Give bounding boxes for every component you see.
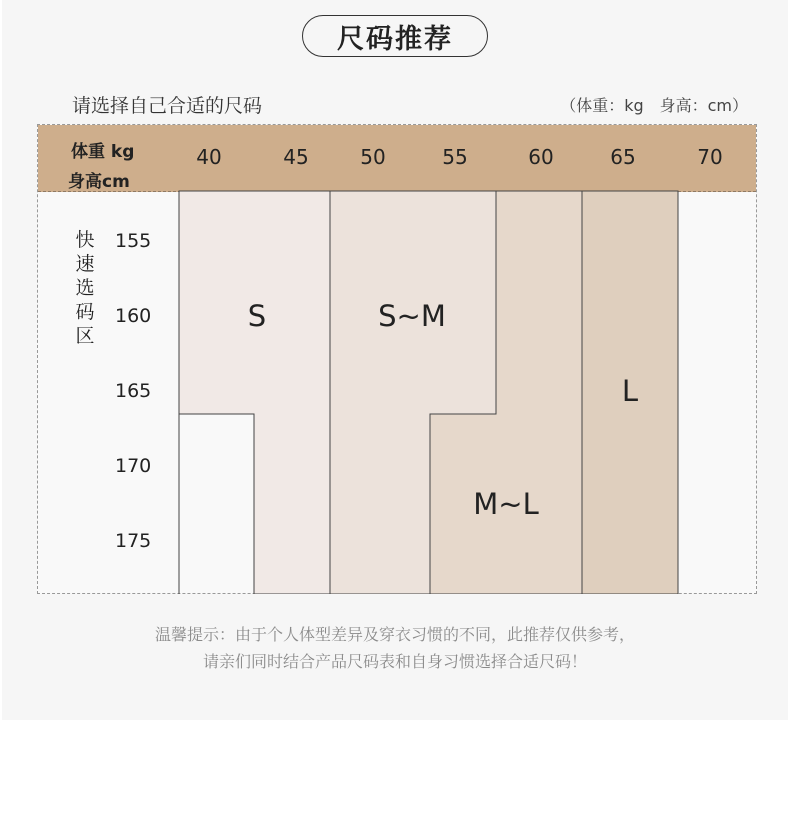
weight-70: 70 [697, 145, 723, 169]
size-s-label: S [247, 299, 267, 333]
weight-45: 45 [283, 145, 309, 169]
size-sm-label: S~M [378, 299, 446, 333]
height-175: 175 [115, 530, 152, 552]
weight-40: 40 [196, 145, 222, 169]
quick-select-zone-label: 快速选码区 [75, 229, 95, 347]
size-chart-table [37, 124, 757, 594]
size-l-label: L [621, 374, 639, 408]
height-165: 165 [115, 380, 152, 402]
weight-60: 60 [528, 145, 554, 169]
units-note: （体重：kg 身高：cm） [560, 96, 748, 115]
height-axis-label: 身高cm [68, 172, 130, 192]
weight-axis-label: 体重 kg [71, 142, 135, 162]
size-zones [37, 124, 757, 594]
height-170: 170 [115, 455, 152, 477]
select-size-prompt: 请选择自己合适的尺码 [72, 95, 263, 117]
size-ml-label: M~L [473, 487, 539, 521]
tip-line-1: 温馨提示：由于个人体型差异及穿衣习惯的不同，此推荐仅供参考， [154, 625, 635, 644]
weight-50: 50 [360, 145, 386, 169]
section-title: 尺码推荐 [302, 15, 488, 57]
weight-55: 55 [442, 145, 468, 169]
tip-line-2: 请亲们同时结合产品尺码表和自身习惯选择合适尺码！ [202, 652, 587, 671]
zone-s-shape [179, 191, 330, 594]
height-160: 160 [115, 305, 152, 327]
height-155: 155 [115, 230, 152, 252]
weight-65: 65 [610, 145, 636, 169]
